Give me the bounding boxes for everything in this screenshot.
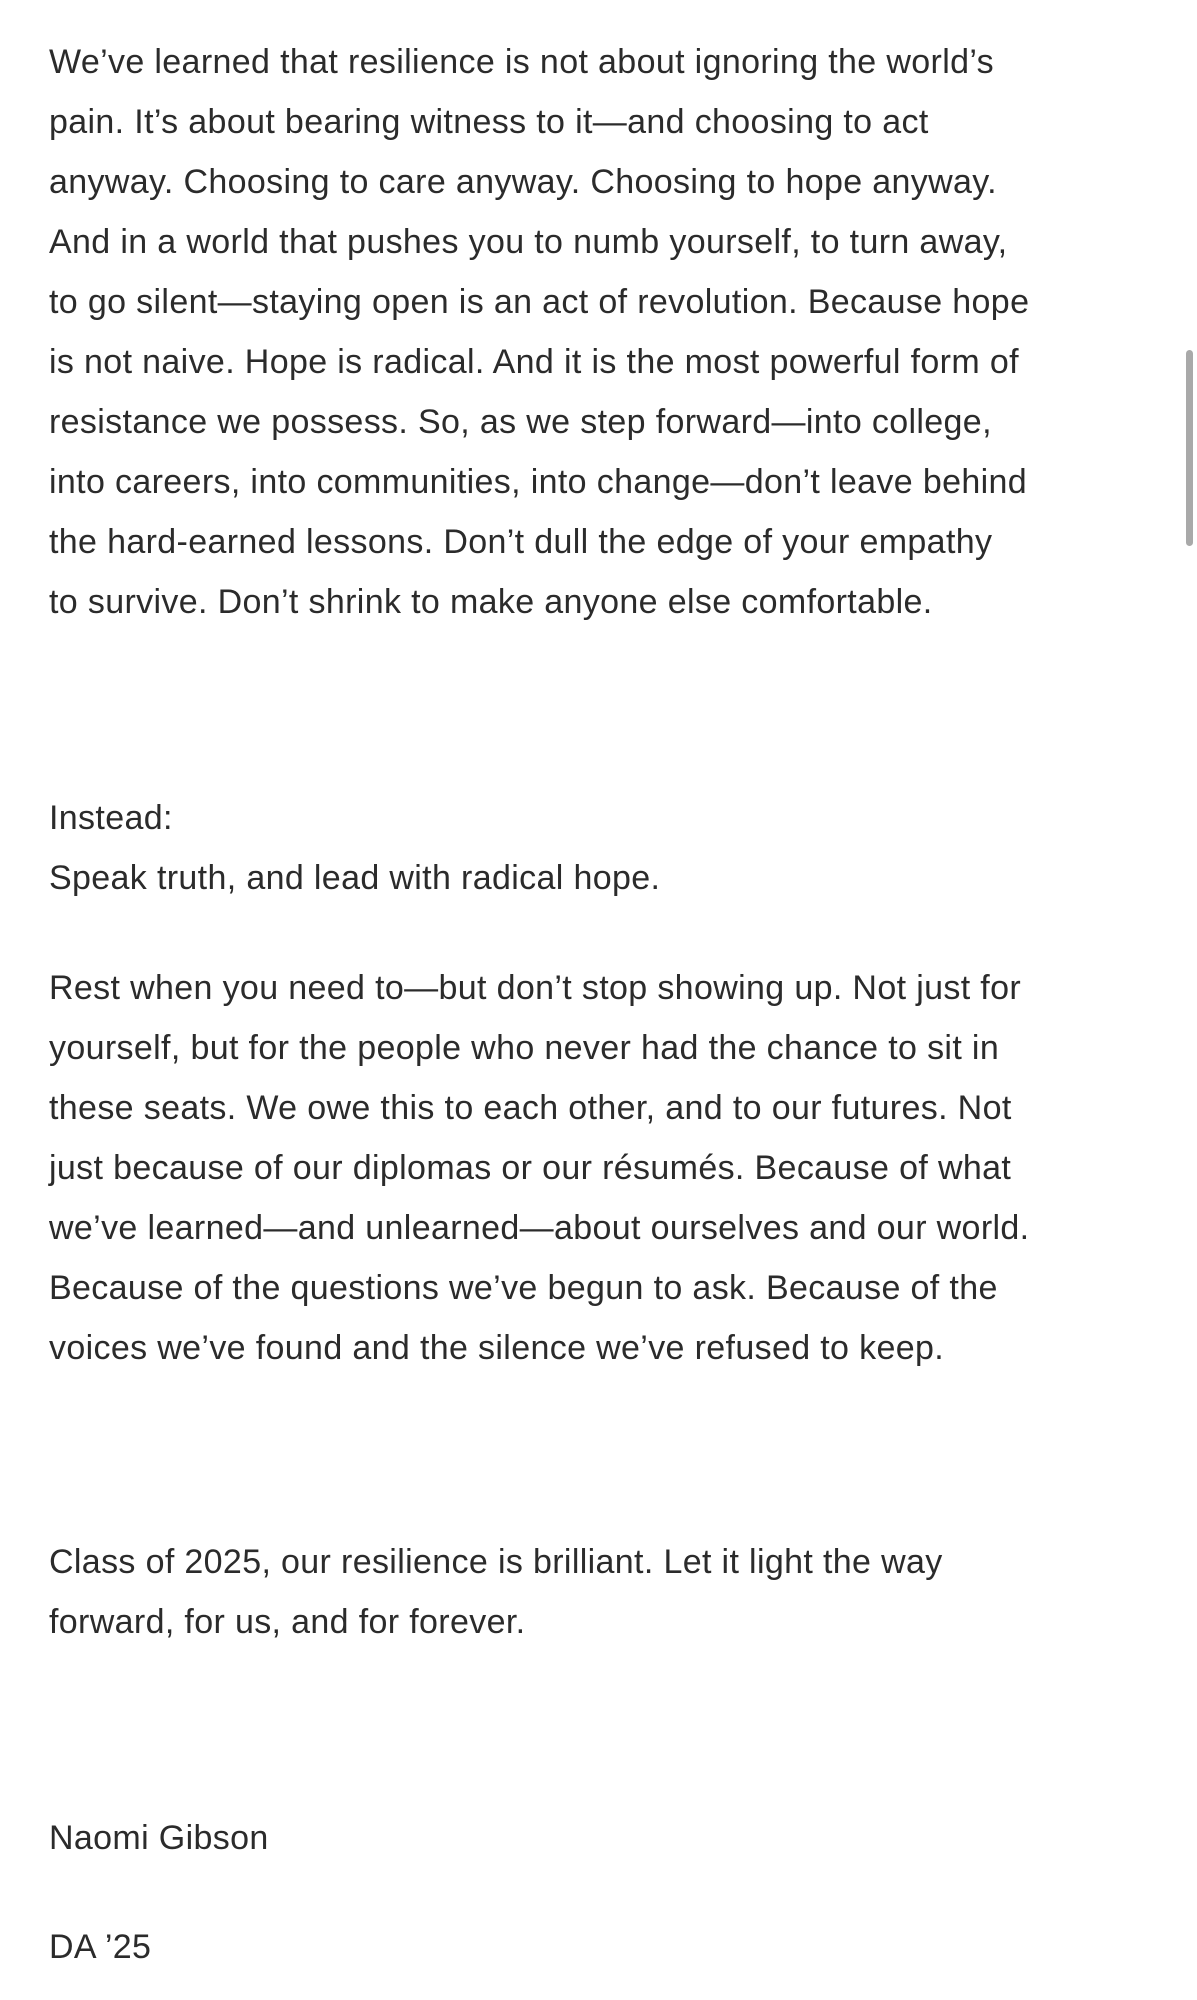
signature-name: Naomi Gibson [49,1819,269,1857]
paragraph-instead: Instead: Speak truth, and lead with radical hope. [49,799,661,897]
signature-class: DA ’25 [49,1928,152,1966]
paragraph-rest: Rest when you need to—but don’t stop showing up. Not just for yourself, but for the people who never had the chance to sit in these seats. We owe this to each other, and to our futures. Not just because of our diplomas or our résumés. Because of what we’ve learned—and unlearned—about ourselves and our world. Because of the questions we’ve begun to ask. Because of the voices we’ve found and the silence we’ve refused to keep. [49,969,1030,1367]
scrollbar-thumb[interactable] [1186,350,1193,546]
paragraph-class-of-2025: Class of 2025, our resilience is brilliant. Let it light the way forward, for us, and for forever. [49,1543,943,1641]
vertical-scrollbar[interactable] [1183,0,1197,2000]
paragraph-resilience: We’ve learned that resilience is not about ignoring the world’s pain. It’s about bearing witness to it—and choosing to act anyway. Choosing to care anyway. Choosing to hope anyway. And in a world that pushes you to numb yourself, to turn away, to go silent—staying open is an act of revolution. Because hope is not naive. Hope is radical. And it is the most powerful form of resistance we possess. So, as we step forward—into college, into careers, into communities, into change—don’t leave behind the hard-earned lessons. Don’t dull the edge of your empathy to survive. Don’t shrink to make anyone else comfortable. [49,43,1030,621]
